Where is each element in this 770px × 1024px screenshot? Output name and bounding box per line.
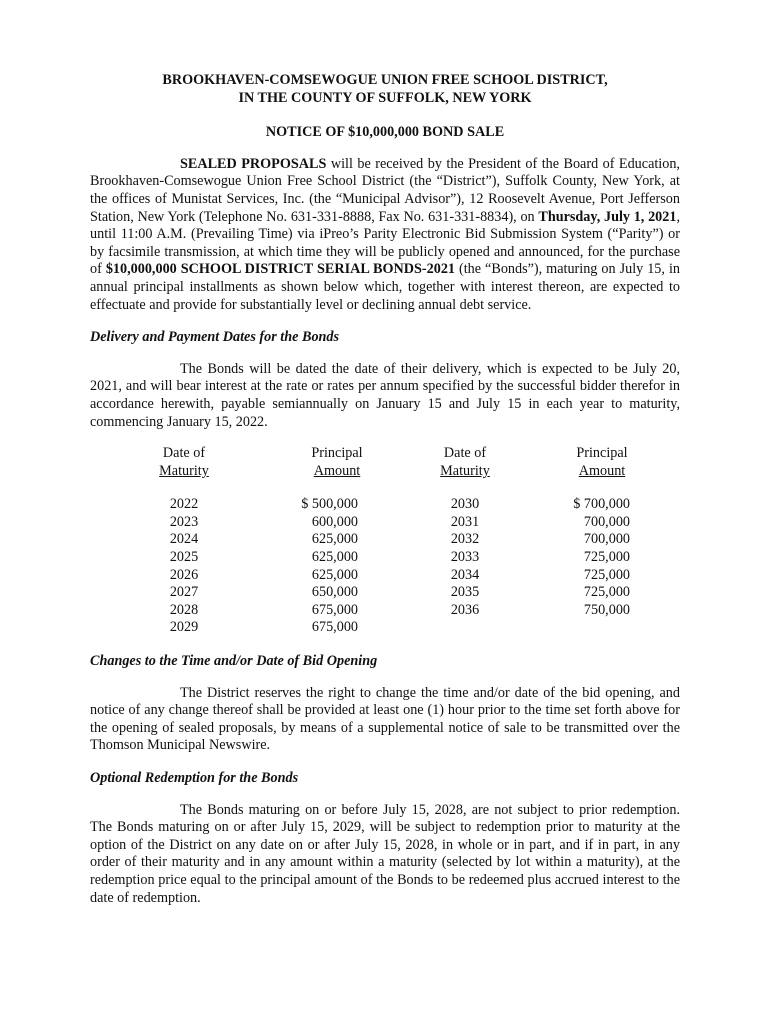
changes-heading: Changes to the Time and/or Date of Bid Opening (90, 653, 378, 670)
principal-amount: 725,000 (583, 584, 630, 601)
maturity-year: 2022 (169, 496, 199, 513)
maturity-years-right (425, 496, 505, 619)
changes-paragraph (90, 685, 680, 755)
intro-text-2: , until 11:00 A.M. (Prevailing Time) via iPreo’s Parity Electronic Bid Submission System (“Parity”) or by facsimile transmission, at which time they will be publicly opened and announced, for the purchase of (90, 208, 680, 278)
principal-amount: 625,000 (311, 566, 358, 583)
principal-amount-column-right (554, 445, 664, 619)
maturity-year: 2028 (169, 601, 199, 618)
document-page (90, 72, 680, 907)
maturity-year: 2033 (450, 549, 480, 566)
bid-date: Thursday, July 1, 2021 (538, 208, 677, 225)
principal-amounts-right (554, 496, 664, 619)
intro-text-3: (the “Bonds”), maturing on July 15, in annual principal installments as shown below which, together with interest thereon, are expected to effectuate and provide for substantially level or declining annual debt service. (90, 261, 680, 313)
delivery-text: The Bonds will be dated the date of their delivery, which is expected to be July 20, 2021, and will bear interest at the rate or rates per annum specified by the successful bidder therefor in accordance herewith, payable semiannually on January 15 and July 15 in each year to maturity, commencing January 15, 2022. (90, 360, 680, 430)
principal-amount: $ 500,000 (301, 496, 358, 513)
principal-amount: 650,000 (311, 584, 358, 601)
sealed-proposals-lead: SEALED PROPOSALS (180, 155, 327, 172)
redemption-text: The Bonds maturing on or before July 15, 2028, are not subject to prior redemption. The Bonds maturing on or after July 15, 2029, will be subject to redemption prior to maturity at the option of the District on any date on or after July 15, 2028, in whole or in part, and if in part, in any order of their maturity and in any amount within a maturity (selected by lot within a maturity), at the redemption price equal to the principal amount of the Bonds to be redeemed plus accrued interest to the date of redemption. (90, 801, 680, 906)
column-header: Date of Maturity (159, 445, 209, 479)
delivery-heading: Delivery and Payment Dates for the Bonds (90, 329, 340, 346)
maturity-year: 2025 (169, 549, 199, 566)
bond-issue-name: $10,000,000 SCHOOL DISTRICT SERIAL BONDS-2021 (105, 261, 456, 278)
maturity-date-column-right (425, 445, 505, 619)
maturity-years-left (144, 496, 224, 637)
principal-amount: $ 700,000 (573, 496, 630, 513)
column-header: Principal Amount (311, 445, 363, 479)
principal-amount: 625,000 (311, 531, 358, 548)
principal-amount: 700,000 (583, 531, 630, 548)
principal-amount-column-left (276, 445, 386, 637)
principal-amounts-left (276, 496, 386, 637)
principal-amount: 750,000 (583, 601, 630, 618)
maturity-year: 2035 (450, 584, 480, 601)
notice-title: NOTICE OF $10,000,000 BOND SALE (265, 124, 505, 141)
maturity-year: 2031 (450, 513, 480, 530)
maturity-schedule (90, 445, 680, 645)
county-line: IN THE COUNTY OF SUFFOLK, NEW YORK (238, 89, 532, 106)
delivery-paragraph (90, 361, 680, 431)
maturity-year: 2027 (169, 584, 199, 601)
maturity-year: 2032 (450, 531, 480, 548)
redemption-paragraph (90, 802, 680, 908)
principal-amount: 600,000 (311, 513, 358, 530)
maturity-year: 2036 (450, 601, 480, 618)
column-header: Principal Amount (576, 445, 628, 479)
changes-text: The District reserves the right to change the time and/or date of the bid opening, and notice of any change thereof shall be provided at least one (1) hour prior to the time set forth above for the opening of sealed proposals, by means of a supplemental notice of sale to be transmitted over the Thomson Municipal Newswire. (90, 684, 680, 754)
principal-amount: 700,000 (583, 513, 630, 530)
maturity-year: 2029 (169, 619, 199, 636)
maturity-year: 2026 (169, 566, 199, 583)
maturity-year: 2030 (450, 496, 480, 513)
maturity-year: 2034 (450, 566, 480, 583)
principal-amount: 675,000 (311, 619, 358, 636)
column-header: Date of Maturity (440, 445, 490, 479)
maturity-year: 2024 (169, 531, 199, 548)
maturity-year: 2023 (169, 513, 199, 530)
intro-paragraph (90, 156, 680, 314)
principal-amount: 725,000 (583, 549, 630, 566)
principal-amount: 725,000 (583, 566, 630, 583)
maturity-date-column-left (144, 445, 224, 637)
principal-amount: 625,000 (311, 549, 358, 566)
intro-text-1: will be received by the President of the Board of Education, Brookhaven-Comsewogue Union Free School District (the “District”), Suffolk County, New York, at the offices of Munistat Services, Inc. (the “Municipal Advisor”), 12 Roosevelt Avenue, Port Jefferson Station, New York (Telephone No. 631-331-8888, Fax No. 631-331-8834), on (90, 155, 680, 225)
district-name: BROOKHAVEN-COMSEWOGUE UNION FREE SCHOOL DISTRICT, (162, 72, 608, 88)
principal-amount: 675,000 (311, 601, 358, 618)
redemption-heading: Optional Redemption for the Bonds (90, 770, 299, 787)
